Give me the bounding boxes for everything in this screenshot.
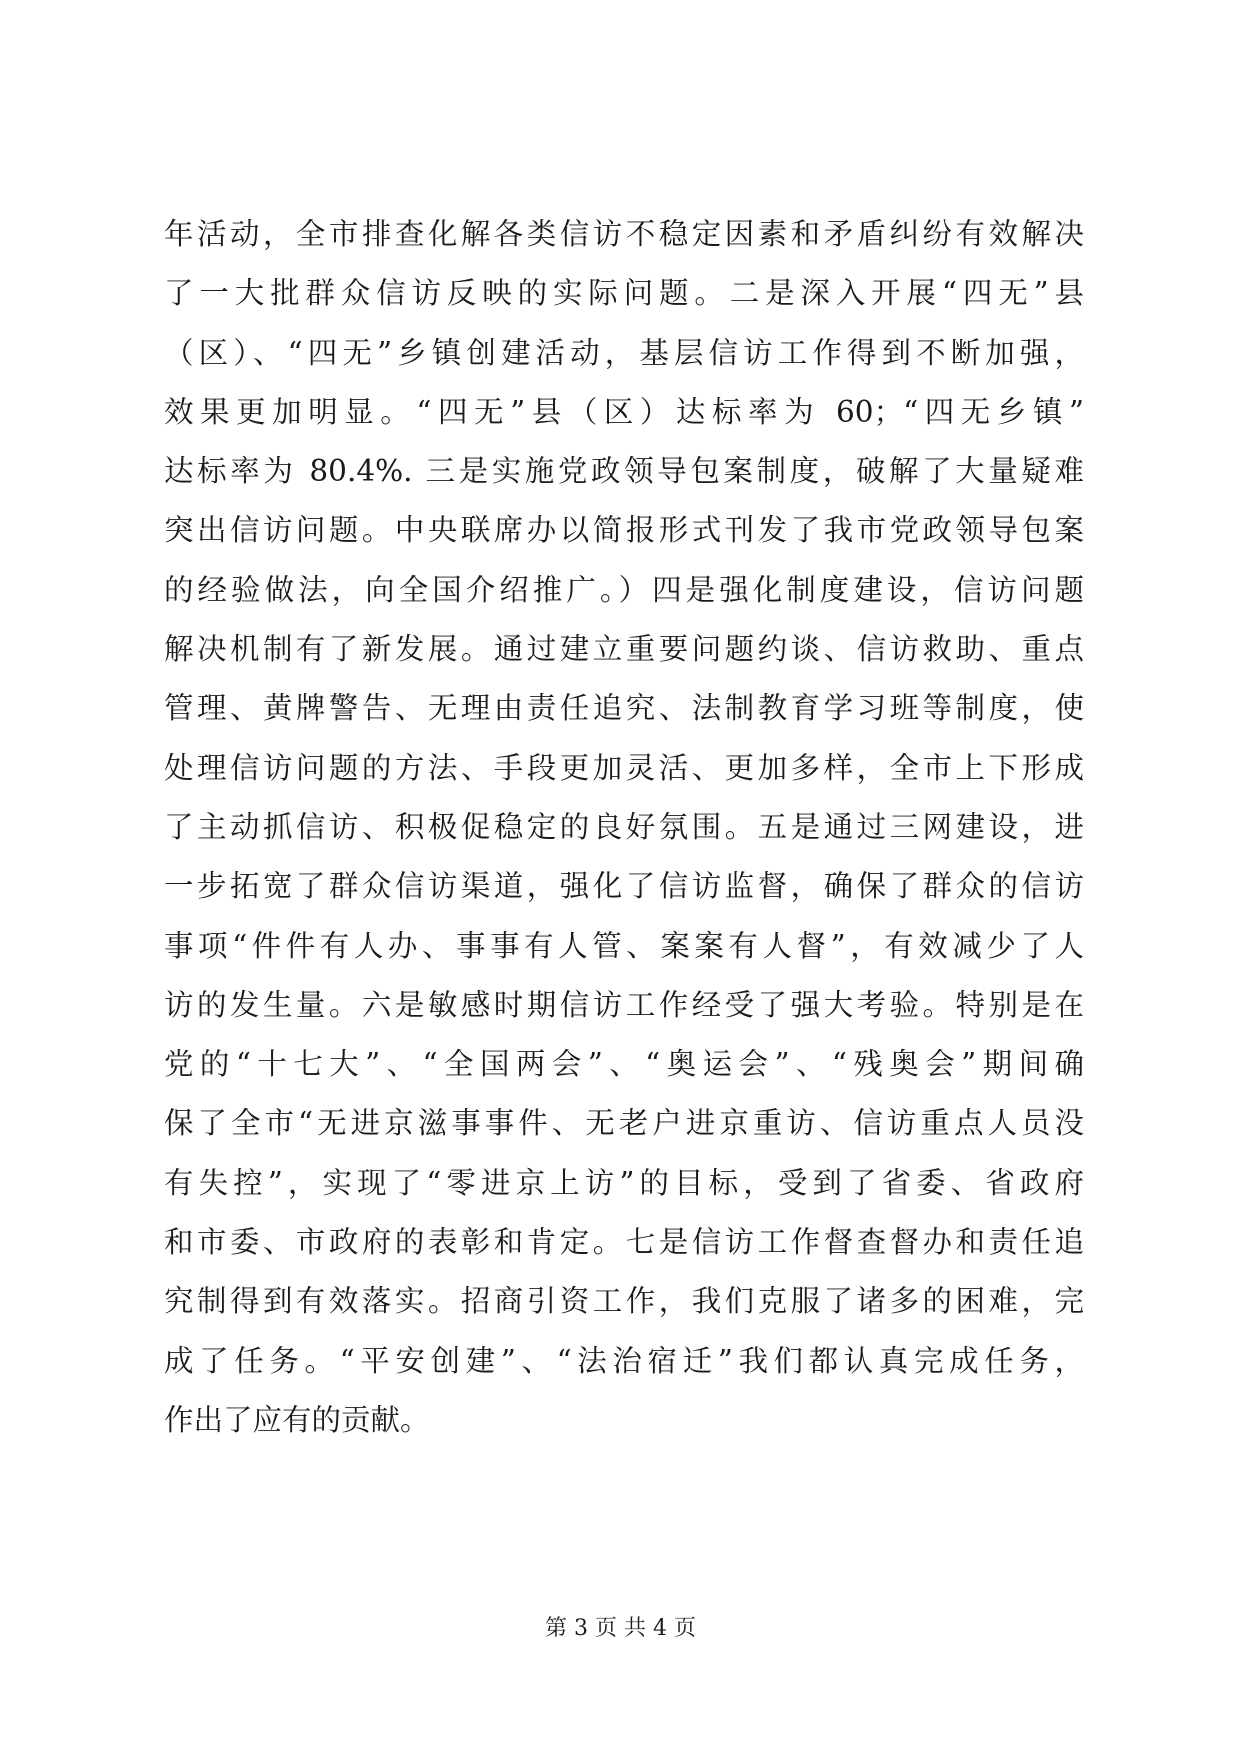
text-line: 作出了应有的贡献。 [164,1402,430,1437]
page-footer [0,1614,1241,1644]
text-line: 究制得到有效落实。招商引资工作，我们克服了诸多的困难，完 [164,1284,1084,1319]
text-line: 管理、黄牌警告、无理由责任追究、法制教育学习班等制度，使 [164,691,1084,726]
text-line: 一步拓宽了群众信访渠道，强化了信访监督，确保了群众的信访 [164,869,1084,904]
text-line: （区）、“四无”乡镇创建活动，基层信访工作得到不断加强， [164,335,1084,370]
text-line: 达标率为 80.4%. 三是实施党政领导包案制度，破解了大量疑难 [164,454,1084,489]
text-line: 访的发生量。六是敏感时期信访工作经受了强大考验。特别是在 [164,987,1084,1022]
text-line: 了一大批群众信访反映的实际问题。二是深入开展“四无”县 [164,276,1084,311]
text-line: 了主动抓信访、积极促稳定的良好氛围。五是通过三网建设，进 [164,809,1084,844]
text-line: 处理信访问题的方法、手段更加灵活、更加多样，全市上下形成 [164,750,1084,785]
text-line: 解决机制有了新发展。通过建立重要问题约谈、信访救助、重点 [164,632,1084,667]
text-line: 效果更加明显。“四无”县（区）达标率为 60；“四无乡镇” [164,394,1084,429]
text-line: 年活动，全市排查化解各类信访不稳定因素和矛盾纠纷有效解决 [164,217,1084,251]
text-line: 事项“件件有人办、事事有人管、案案有人督”，有效减少了人 [164,928,1084,963]
text-line: 和市委、市政府的表彰和肯定。七是信访工作督查督办和责任追 [164,1225,1084,1260]
text-line: 党的“十七大”、“全国两会”、“奥运会”、“残奥会”期间确 [164,1047,1084,1082]
text-line: 成了任务。“平安创建”、“法治宿迁”我们都认真完成任务， [164,1343,1084,1378]
text-line: 有失控”，实现了“零进京上访”的目标，受到了省委、省政府 [164,1165,1084,1200]
text-line: 的经验做法，向全国介绍推广。）四是强化制度建设，信访问题 [164,572,1084,607]
text-line: 突出信访问题。中央联席办以简报形式刊发了我市党政领导包案 [164,513,1084,548]
text-line: 保了全市“无进京滋事事件、无老户进京重访、信访重点人员没 [164,1106,1084,1141]
body-paragraph [164,205,1084,1450]
page-number-label: 第 3 页 共 4 页 [545,1616,696,1641]
